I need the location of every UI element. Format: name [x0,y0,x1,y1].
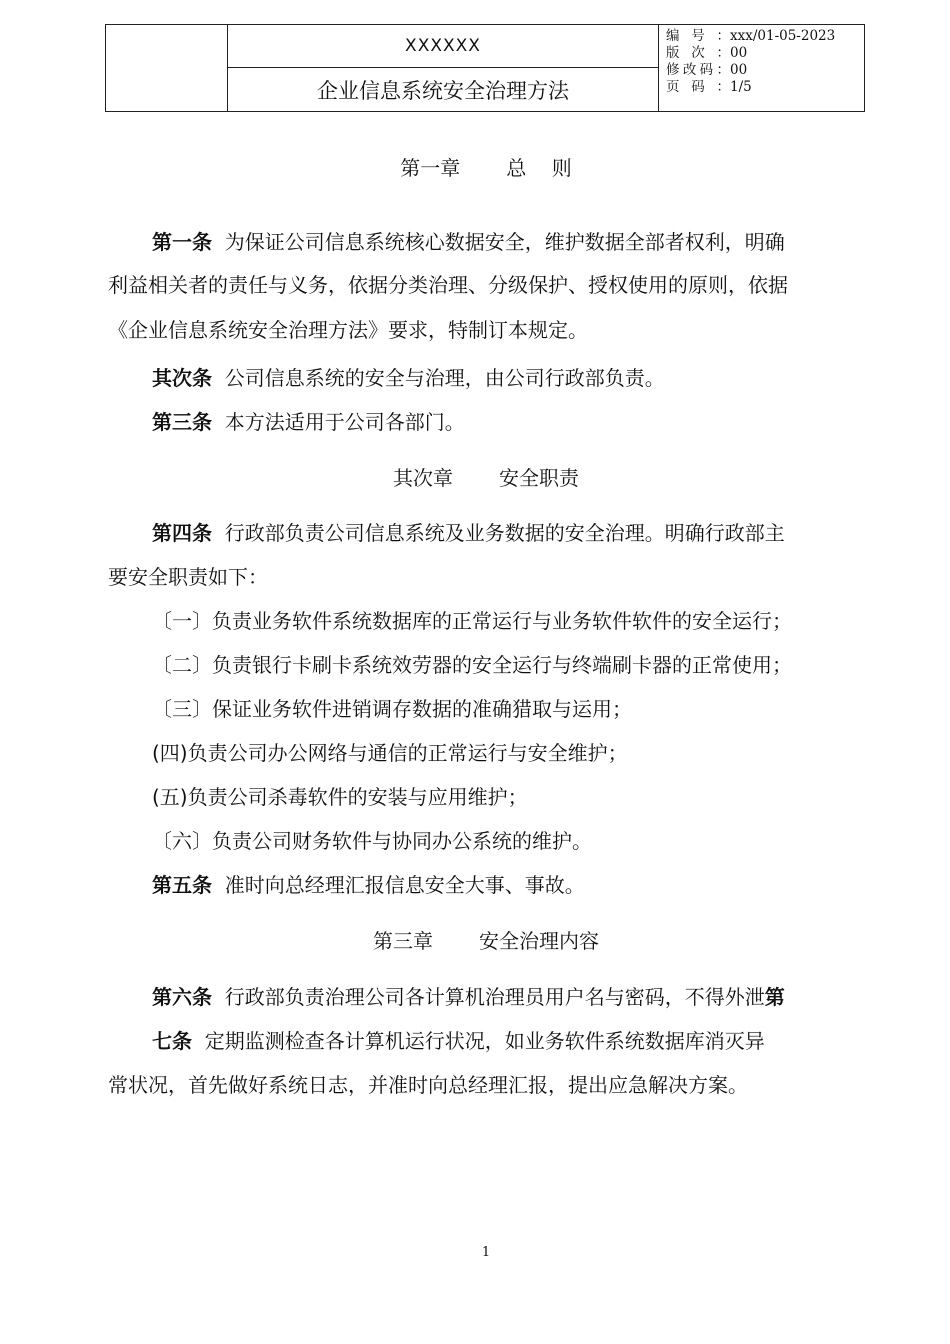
document-header-table [105,24,865,112]
meta-revision: 修改码： 00 [666,62,748,78]
article-4-line-2: 要安全职责如下： [108,565,268,589]
article-5: 第五条 准时向总经理汇报信息安全大事、事故。 [152,873,585,897]
duty-item-3: 〔三〕保证业务软件进销调存数据的准确猎取与运用； [152,697,632,721]
duty-item-1: 〔一〕负责业务软件系统数据库的正常运行与业务软件软件的安全运行； [152,609,792,633]
article-4-line-1: 第四条 行政部负责公司信息系统及业务数据的安全治理。明确行政部主 [152,521,785,545]
company-name: XXXXXX [228,25,658,68]
chapter-1-heading: 第一章 总 则 [400,156,572,180]
article-7-line-1: 七条 定期监测检查各计算机运行状况，如业务软件系统数据库消灭异 [152,1029,765,1053]
chapter-3-heading: 第三章 安全治理内容 [373,929,599,953]
meta-page: 页码： 1/5 [666,79,752,95]
chapter-2-heading: 其次章 安全职责 [393,466,579,490]
duty-item-2: 〔二〕负责银行卡刷卡系统效劳器的安全运行与终端刷卡器的正常使用； [152,653,792,677]
article-1-line-3: 《企业信息系统安全治理方法》要求，特制订本规定。 [108,318,588,342]
article-1-line-1: 第一条 为保证公司信息系统核心数据安全，维护数据全部者权利，明确 [152,230,785,254]
article-2: 其次条 公司信息系统的安全与治理，由公司行政部负责。 [152,366,665,390]
page-number: 1 [481,1245,491,1260]
article-3: 第三条 本方法适用于公司各部门。 [152,410,465,434]
article-7-line-2: 常状况，首先做好系统日志，并准时向总经理汇报，提出应急解决方案。 [108,1073,748,1097]
duty-item-6: 〔六〕负责公司财务软件与协同办公系统的维护。 [152,829,592,853]
header-logo-cell [106,25,228,111]
header-meta-cell [659,25,864,111]
duty-item-4: (四)负责公司办公网络与通信的正常运行与安全维护； [152,741,628,765]
article-6: 第六条 行政部负责治理公司各计算机治理员用户名与密码，不得外泄第 [152,985,785,1009]
article-1-line-2: 利益相关者的责任与义务，依据分类治理、分级保护、授权使用的原则，依据 [108,273,788,297]
meta-doc-number: 编号： xxx/01-05-2023 [666,28,836,44]
duty-item-5: (五)负责公司杀毒软件的安装与应用维护； [152,785,528,809]
meta-version: 版次： 00 [666,45,748,61]
header-title-cell [228,25,659,111]
document-title: 企业信息系统安全治理方法 [317,78,569,103]
